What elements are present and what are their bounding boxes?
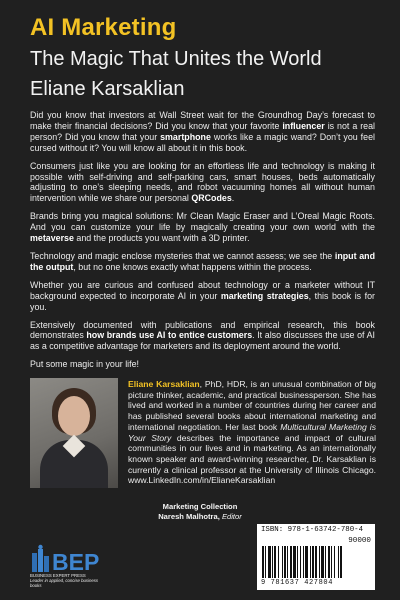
- barcode-stripe: [287, 546, 288, 578]
- logo-text: BEP: [52, 549, 100, 574]
- blurb-paragraph: [30, 110, 375, 154]
- barcode-stripe: [282, 546, 283, 578]
- barcode-stripe: [340, 546, 342, 578]
- bio-text-a: , PhD, HDR, is an unusual combination of big picture thinker, academic, and practical businessperson. She has lived and worked in a number of countries during her career and has published several books about international marketing and international negotiation. Her last book: [128, 379, 376, 432]
- price-code: 90000: [348, 537, 371, 545]
- collection-series: Marketing Collection: [162, 502, 238, 511]
- barcode-stripe: [321, 546, 324, 578]
- publisher-slogan: Leader in applied, concise business books: [30, 578, 99, 588]
- highlight-text: QRCodes: [191, 193, 232, 204]
- barcode-stripe: [300, 546, 301, 578]
- barcode-stripe: [290, 546, 292, 578]
- isbn-label: ISBN: 978-1-63742-780-4: [261, 526, 364, 534]
- highlight-text: smartphone: [160, 131, 211, 142]
- bio-text-b: describes the importance and impact of cultural communities in our lives and in marketing. As an internationally known speaker and award-winning researcher, Dr. Karsaklian is currently a clinical professor at the University of Illinois Chicago. www.LinkedIn.com/in/ElianeKarsaklian: [128, 432, 376, 486]
- barcode-stripe: [315, 546, 317, 578]
- book-author: Eliane Karsaklian: [30, 78, 185, 100]
- editor-label: Editor: [221, 512, 242, 521]
- paragraph-text: and the products you want with a 3D printer.: [73, 233, 250, 244]
- barcode-stripe: [312, 546, 314, 578]
- barcode-stripe: [334, 546, 335, 578]
- barcode-stripe: [262, 546, 264, 578]
- paragraph-text: Consumers just like you are looking for an effortless life and technology is making it possible with self-driving and self-parking cars, smart houses, beds automatically adjusting to one’s sleeping needs, and robot vacuuming homes all without human intervention while we share our personal: [30, 160, 375, 204]
- barcode-stripe: [328, 546, 330, 578]
- paragraph-text: .: [231, 193, 235, 204]
- highlight-text: influencer: [282, 120, 325, 131]
- bep-logo-icon: [30, 544, 100, 574]
- barcode-stripe: [319, 546, 320, 578]
- paragraph-text: Whether you are curious and confused about technology or a marketer without IT background expected to incorporate AI in your: [30, 279, 375, 301]
- blurb: [30, 110, 375, 377]
- paragraph-text: works like a magic wand? Don’t you feel cursed without it? You will know all about it in this book.: [30, 131, 375, 153]
- paragraph-text: Put some magic in your life!: [30, 359, 140, 370]
- barcode-stripe: [268, 546, 271, 578]
- highlight-text: input and the output: [30, 250, 375, 272]
- paragraph-text: Technology and magic enclose mysteries that we cannot assess; we see the: [30, 250, 335, 261]
- bio-author-name: Eliane Karsaklian: [128, 379, 200, 389]
- barcode-stripe: [274, 546, 276, 578]
- author-bio: [128, 379, 376, 486]
- barcode-stripe: [278, 546, 279, 578]
- publisher-name: BUSINESS EXPERT PRESS: [30, 573, 86, 578]
- barcode-stripe: [284, 546, 286, 578]
- highlight-text: marketing strategies: [220, 290, 309, 301]
- paragraph-text: is not a real person? Did you know that your: [30, 120, 375, 142]
- barcode-stripe: [293, 546, 296, 578]
- author-photo-face: [58, 396, 90, 436]
- barcode-stripe: [305, 546, 308, 578]
- blurb-paragraph: [30, 251, 375, 273]
- publisher-tagline: [30, 573, 108, 588]
- book-title: AI Marketing: [30, 14, 177, 41]
- barcode-stripe: [272, 546, 273, 578]
- barcode-stripe: [338, 546, 339, 578]
- barcode-icon: [261, 546, 371, 578]
- paragraph-text: Did you know that investors at Wall Street wait for the Groundhog Day’s forecast to make their financial decisions? Did you know that your favorite: [30, 110, 375, 131]
- editor-name: Naresh Malhotra,: [158, 512, 220, 521]
- book-subtitle: The Magic That Unites the World: [30, 48, 322, 70]
- paragraph-text: Extensively documented with publications and empirical research, this book demonstrates: [30, 319, 375, 341]
- blurb-paragraph: [30, 161, 375, 205]
- barcode-stripe: [331, 546, 332, 578]
- paragraph-text: . It also discusses the use of AI as a competitive advantage for marketers and its deployment around the world.: [30, 330, 375, 352]
- barcode-stripe: [325, 546, 326, 578]
- author-photo: [30, 378, 118, 488]
- isbn-barcode-box: [257, 524, 375, 590]
- barcode-stripe: [297, 546, 298, 578]
- bio-book-title: Multicultural Marketing is Your Story: [128, 421, 376, 443]
- barcode-stripe: [265, 546, 266, 578]
- highlight-text: metaverse: [30, 233, 74, 244]
- highlight-text: how brands use AI to entice customers: [86, 330, 253, 341]
- paragraph-text: Brands bring you magical solutions: Mr Clean Magic Eraser and L’Oreal Magic Roots. And you can customize your life by magically creating your own world with the: [30, 211, 375, 233]
- blurb-paragraph: [30, 320, 375, 353]
- collection-info: [0, 502, 400, 522]
- barcode-stripe: [303, 546, 304, 578]
- barcode-stripe: [310, 546, 311, 578]
- publisher-logo: [30, 544, 100, 589]
- paragraph-text: , this book is for you.: [30, 290, 375, 312]
- blurb-paragraph: [30, 359, 375, 370]
- barcode-number: 9 781637 427804: [261, 579, 334, 587]
- paragraph-text: , but no one knows exactly what happens within the process.: [73, 261, 312, 272]
- blurb-paragraph: [30, 211, 375, 244]
- collection-editor: [0, 512, 400, 522]
- blurb-paragraph: [30, 280, 375, 313]
